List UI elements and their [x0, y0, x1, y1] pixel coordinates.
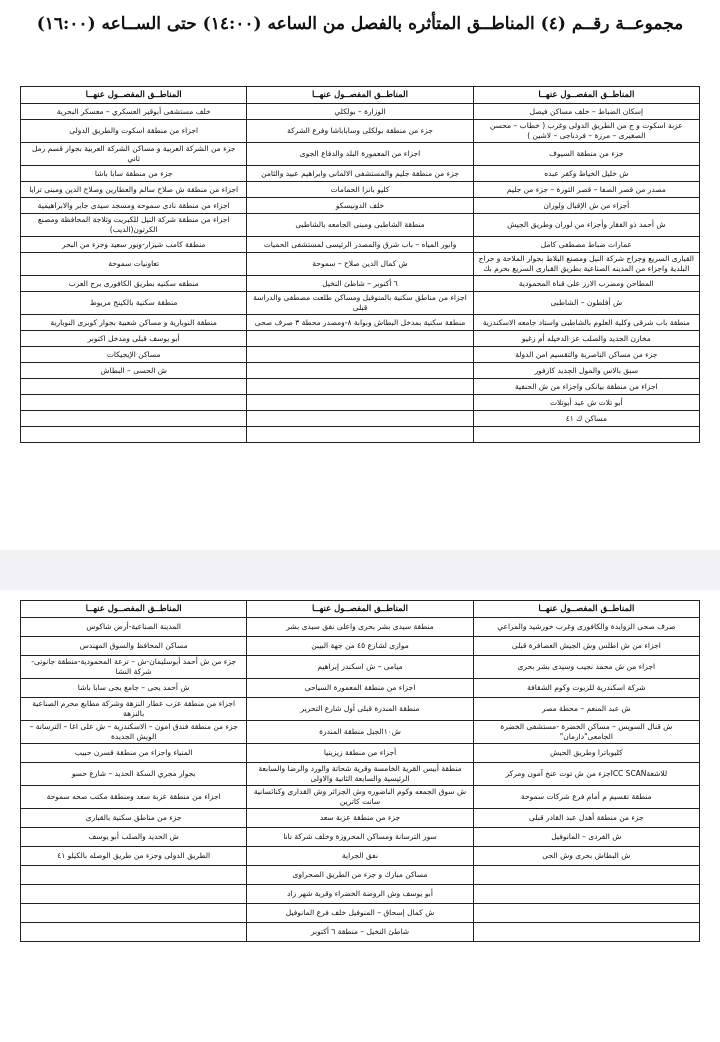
table-cell: شاطئ النخيل – منطقة ٦ أكتوبر	[247, 923, 473, 942]
table-row	[21, 347, 700, 363]
table-cell: أبو يوسف وش الروضة الخضراء وقرية شهر زاد	[247, 885, 473, 904]
table-cell: ش كمال الدين صلاح – سموحة	[247, 253, 473, 276]
table-cell: المنياء واجزاء من منطقة قسرن حبيب	[21, 744, 247, 763]
table-cell	[473, 885, 699, 904]
table-cell	[21, 379, 247, 395]
table-row	[21, 411, 700, 427]
table-cell: ش كمال إسحاق – المنوفيل خلف فرع المانوفيل	[247, 904, 473, 923]
table-cell	[247, 331, 473, 347]
table-row	[21, 379, 700, 395]
areas-table-2	[20, 600, 700, 942]
column-header: المناطــق المفصــول عنهــا	[473, 87, 699, 104]
table-row	[21, 847, 700, 866]
table-cell: كليو بانزا الحمامات	[247, 182, 473, 198]
column-header: المناطــق المفصــول عنهــا	[21, 601, 247, 618]
column-header: المناطــق المفصــول عنهــا	[247, 87, 473, 104]
table-cell	[247, 427, 473, 443]
table-cell: منطقة سكنية بالكينج مريوط	[21, 292, 247, 315]
table-cell	[247, 379, 473, 395]
table-cell	[21, 411, 247, 427]
table-cell: أجزاء من منطقة زيزينيا	[247, 744, 473, 763]
table-cell: اجزاء من ش محمد نجيب وسيدى بشر بحرى	[473, 656, 699, 679]
table-cell: منطقة الشاطبى ومبنى الجامعه بالشاطبى	[247, 214, 473, 237]
table-row	[21, 656, 700, 679]
table-cell: الوزارة – بولكلي	[247, 104, 473, 120]
table-cell: ش عبد المنعم – محطة مصر	[473, 698, 699, 721]
table-row	[21, 166, 700, 182]
table-cell: جزء من منطقة سابا باشا	[21, 166, 247, 182]
column-header: المناطــق المفصــول عنهــا	[247, 601, 473, 618]
table-cell: القبارى السريع وجراج شركة النيل ومصنع البلاط بجوار الملاحة و جراج البلدية واجزاء من المدينه الصناعية بطريق القبارى السريع بحرم بك	[473, 253, 699, 276]
table-row	[21, 253, 700, 276]
table-cell: ٦ أكتوبر – شاطئ النخيل	[247, 276, 473, 292]
table-cell	[21, 427, 247, 443]
table-header-row	[21, 87, 700, 104]
table-cell	[21, 866, 247, 885]
table-row	[21, 104, 700, 120]
table-cell: موازى لشارع ٤٥ من جهة البيبن	[247, 637, 473, 656]
table-cell: منطقه سكنيه بطريق الكافورى برج العرب	[21, 276, 247, 292]
table-cell: اجزاء من منطقة عزب عطار النزهة وشركة مطابع محرم الصناعية بالنزهة	[21, 698, 247, 721]
table-row	[21, 363, 700, 379]
page-title: مجموعــة رقــم (٤) المناطــق المتأثره بالفصل من الساعه (١٤:٠٠) حتى الســاعه (١٦:٠٠)	[36, 14, 684, 34]
table-cell: جزء من ش أحمد أبوسليمان-ش – ترعة المحمودية-منطقة جانوتى- شركة النشا	[21, 656, 247, 679]
table-cell: جزء من مناطق سكنية بالقبارى	[21, 809, 247, 828]
table-cell: المدينة الصناعية-أرض شاكوس	[21, 618, 247, 637]
table-cell: منطقة المندرة قبلى أول شارع التحرير	[247, 698, 473, 721]
table-cell: منطقة النوبارية و مساكن شعبية بجوار كوبرى النوبارية	[21, 315, 247, 331]
table-cell: ش البطاش بحرى وش الحى	[473, 847, 699, 866]
table-cell: عزبة اسكوت و ج من الطريق الدولى وغرب ( خطاب – محسن الصغيرى – مرزة – فردناجى – لاشين )	[473, 120, 699, 143]
table-cell: صرف صحى الزوايدة والكافورى وغرب خورشيد والمراعي	[473, 618, 699, 637]
table-row	[21, 331, 700, 347]
table-cell	[473, 923, 699, 942]
table-row	[21, 866, 700, 885]
table-cell	[21, 885, 247, 904]
table-row	[21, 276, 700, 292]
table-row	[21, 679, 700, 698]
table-cell: منطقة سكنية بمدخل البطاش وبوابة ٨-ومصدر محطة ٣ صرف صحى	[247, 315, 473, 331]
table-cell: خلف الدونيسكو	[247, 198, 473, 214]
table-row	[21, 923, 700, 942]
table-cell: اجزاء من المعمورة البلد والدفاع الجوى	[247, 143, 473, 166]
table-row	[21, 182, 700, 198]
table-cell: اجزاء من منطقة بيانكى واجزاء من ش الحنفية	[473, 379, 699, 395]
table-header-row	[21, 601, 700, 618]
table-cell	[473, 427, 699, 443]
table-cell	[247, 347, 473, 363]
table-cell: مصدر من قصر الصفا – قصر الثورة – جزء من جليم	[473, 182, 699, 198]
table-cell: اجزاء من منطقة عزبة سعد ومنطقة مكتب صحه سموحة	[21, 786, 247, 809]
table-cell: جزء من الشركة العربية و مساكن الشركة العربية بجوار قسم رمل ثاني	[21, 143, 247, 166]
table-row	[21, 237, 700, 253]
table-cell: اجزاء من منطقة اسكوت والطريق الدولى	[21, 120, 247, 143]
table-cell: ميامى – ش اسكندر إبراهيم	[247, 656, 473, 679]
table-cell: المطاحن ومضرب الارز على قناة المحمودية	[473, 276, 699, 292]
table-cell: للاشعةICC SCANجزء من ش توت عنخ آمون ومركز	[473, 763, 699, 786]
table-cell: اجزاء من منطقة شركة النيل للكبريت وثلاجة المحافظة ومصنع الكرتون(الديب)	[21, 214, 247, 237]
table-cell: مخازن الجديد والصلب عز الدخيله أم زغيو	[473, 331, 699, 347]
table-row	[21, 744, 700, 763]
table-cell: ش خليل الخياط وكفر عبده	[473, 166, 699, 182]
table-row	[21, 698, 700, 721]
table-cell: منطقة تقسيم م أمام فرع شركات سموحة	[473, 786, 699, 809]
table-cell	[247, 411, 473, 427]
table-cell: منطقة باب شرقى وكلية العلوم بالشاطبى واستاد جامعه الاسكندرية	[473, 315, 699, 331]
table-row	[21, 763, 700, 786]
table-cell: اجزاء من منطقة نادى سموحه ومسجد سيدى جابر والابراهيمية	[21, 198, 247, 214]
table-cell	[247, 363, 473, 379]
table-cell: أبو تلات ش عبد أبوتلات	[473, 395, 699, 411]
table-cell: جزء من منطقة جليم والمستشفى الالمانى وابراهيم عبيد والثامن	[247, 166, 473, 182]
table-cell: ش سوق الجمعه وكوم الناضوره وش الجزائر وش القدارى وكنائسانية سانت كاترين	[247, 786, 473, 809]
table-cell: سور الترسانة ومساكن المحروزة وخلف شركة نانا	[247, 828, 473, 847]
table-cell: ش أحمد ذو الفقار وأجزاء من لوران وطريق الجيش	[473, 214, 699, 237]
table-cell: ش الفردى – المانوفيل	[473, 828, 699, 847]
table-cell: مساكن ك ٤١	[473, 411, 699, 427]
table-cell	[247, 395, 473, 411]
table-cell: ش قنال السويس – مساكن الخضرة -مستشفى الخضرة الجامعى"دارمان"	[473, 721, 699, 744]
table-cell: كليوباترا وطريق الجيش	[473, 744, 699, 763]
table-cell: أبو يوسف قبلى ومدخل اكتوبر	[21, 331, 247, 347]
column-header: المناطــق المفصــول عنهــا	[473, 601, 699, 618]
table-cell: عمارات ضباط مصطفى كامل	[473, 237, 699, 253]
table-row	[21, 427, 700, 443]
table-cell: جزء من منطقة عزبة سعد	[247, 809, 473, 828]
table-cell: جزء من منطقة بولكلى وساباباشا وفرع الشركة	[247, 120, 473, 143]
table-cell: إسكان الضباط – خلف مساكن فيصل	[473, 104, 699, 120]
column-header: المناطــق المفصــول عنهــا	[21, 87, 247, 104]
table-cell: شركة اسكندرية للزيوت وكوم الشقافة	[473, 679, 699, 698]
table-cell: مساكن الإيجيكات	[21, 347, 247, 363]
table-cell: ش١٠الجبل منطقة المندرة	[247, 721, 473, 744]
table-row	[21, 809, 700, 828]
table-cell	[473, 866, 699, 885]
table-cell	[21, 395, 247, 411]
table-row	[21, 292, 700, 315]
table-cell: نفق الجراية	[247, 847, 473, 866]
table-cell	[21, 904, 247, 923]
table-row	[21, 904, 700, 923]
table-row	[21, 637, 700, 656]
table-cell: أجزاء من ش الإقبال ولوران	[473, 198, 699, 214]
table-cell: الطريق الدولى وجزء من طريق الوصله بالكيلو ٤١	[21, 847, 247, 866]
table-cell	[21, 923, 247, 942]
page-separator	[0, 550, 720, 590]
table-cell: منطقة أبيس القرية الخامسة وقرية شحاتة والورد والرضا والسابعة الرئيسية والسابعة الثانية والاولى	[247, 763, 473, 786]
table-row	[21, 120, 700, 143]
table-row	[21, 618, 700, 637]
table-cell	[473, 904, 699, 923]
areas-table-1	[20, 86, 700, 443]
table-row	[21, 395, 700, 411]
table-row	[21, 214, 700, 237]
table-row	[21, 885, 700, 904]
table-cell: جزء من منطقة أهدل عبد القادر قبلى	[473, 809, 699, 828]
table-cell: مساكن مبارك و جزء من الطريق الصحراوى	[247, 866, 473, 885]
table-cell: اجزاء من منطقة ش صلاح سالم والعطارين وصلاح الدين ومبنى ترايا	[21, 182, 247, 198]
table-cell: اجزاء من ش اطلس وش الجيش العصافرة قبلى	[473, 637, 699, 656]
table-cell: سبق بالاس والمول الجديد كارفور	[473, 363, 699, 379]
table-row	[21, 143, 700, 166]
table-cell: ش أحمد يحى – جامع يحى سابا باشا	[21, 679, 247, 698]
table-row	[21, 315, 700, 331]
table-row	[21, 828, 700, 847]
table-row	[21, 721, 700, 744]
table-cell: ش الحديد والصلب أبو يوسف	[21, 828, 247, 847]
table-cell: تعاونيات سموحة	[21, 253, 247, 276]
table-cell: منطقة سيدى بشر بحرى واعلى نفق سيدى بشر	[247, 618, 473, 637]
table-cell: اجزاء من منطقة المعمورة السياحى	[247, 679, 473, 698]
table-cell: جزء من مساكن الناصرية والتقسيم امن الدولة	[473, 347, 699, 363]
table-cell: وابور المياه – باب شرق والمصدر الرئيسى لمستشفى الحميات	[247, 237, 473, 253]
table-row	[21, 786, 700, 809]
table-row	[21, 198, 700, 214]
table-cell: مساكن المحافظ والسوق المهندس	[21, 637, 247, 656]
table-cell: منطقة كامب شيزار-وبور سعيد وجزء من البحر	[21, 237, 247, 253]
table-cell: بجوار مجري السكة الحديد – شارع حسو	[21, 763, 247, 786]
table-cell: خلف مستشفى أبوقير العسكري – معسكر البحرية	[21, 104, 247, 120]
table-cell: اجزاء من مناطق سكنية بالمنوفيل ومساكن طلعت مصطفى والدراسة قبلى	[247, 292, 473, 315]
table-cell: جزء من منطقة فندق امون – الاسكندرية – ش على اغا – الترسانة – الويش الجديدة	[21, 721, 247, 744]
table-cell: ش أفلطون – الشاطبى	[473, 292, 699, 315]
table-cell: جزء من منطقة السيوف	[473, 143, 699, 166]
table-cell: ش الحسى – البطاش	[21, 363, 247, 379]
